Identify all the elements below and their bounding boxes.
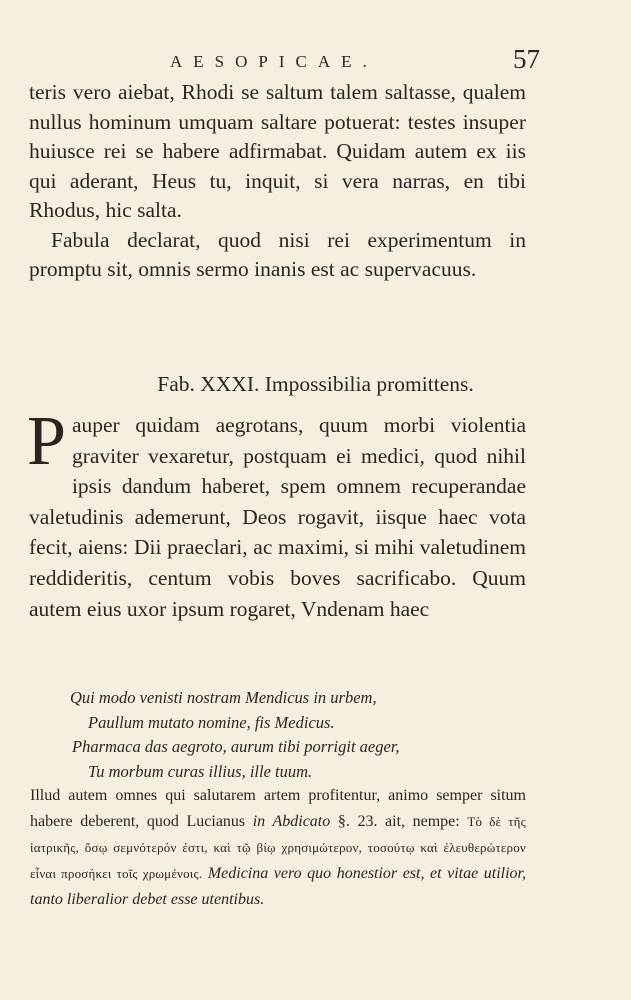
verse-line: Qui modo venisti nostram Mendicus in urbem, bbox=[70, 688, 377, 707]
verse-quotation bbox=[70, 686, 510, 784]
fable-heading: Fab. XXXI. Impossibilia promittens. bbox=[157, 372, 474, 396]
verse-line: Pharmaca das aegroto, aurum tibi porrigit aeger, bbox=[72, 737, 400, 756]
latin-translation: Medicina vero quo honestior est, et vitae utilior, tanto liberalior debet esse utentibus. bbox=[30, 865, 526, 908]
running-title: AESOPICAE. bbox=[170, 52, 378, 71]
drop-cap: P bbox=[27, 403, 66, 480]
fable-body: auper quidam aegrotans, quum morbi violentia graviter vexaretur, postquam ei medici, quod nihil ipsis dandum haberet, spem omnem recuperandae valetudinis ademerunt, Deos rogavit, iisque haec vota fecit, aiens: Dii praeclari, ac maximi, si mihi valetudinem reddideritis, centum vobis boves sacrificabo. Quum autem eius uxor ipsum rogaret, Vndenam haec bbox=[29, 413, 526, 621]
fable-text bbox=[27, 403, 526, 624]
paragraph-1: teris vero aiebat, Rhodi se saltum talem saltasse, qualem nullus hominum umquam saltare potuerat: testes insuper huiusce rei se habere adfirmabat. Quidam autem ex iis qui aderant, Heus tu, inquit, si vera narras, en tibi Rhodus, hic salta. bbox=[29, 80, 526, 222]
verse-line: Paullum mutato nomine, fis Medicus. bbox=[88, 712, 335, 732]
greek-quotation: Τὸ δὲ τῆς ἰατρικῆς, ὅσῳ σεμνότερόν ἐστι, καὶ τῷ βίῳ χρησιμώτερον, τοσούτῳ καὶ ἐλευθερώτερον εἶναι προσήκει τοῖς χρωμένοις. bbox=[30, 814, 526, 881]
note-reference: in Abdicato bbox=[252, 813, 331, 830]
page-number: 57 bbox=[513, 44, 540, 74]
note-section: §. 23. ait, nempe: bbox=[337, 813, 460, 830]
note-intro: Illud autem omnes qui salutarem artem profitentur, animo semper situm habere deberent, quod Lucianus bbox=[30, 787, 526, 830]
paragraph-moral: Fabula declarat, quod nisi rei experimentum in promptu sit, omnis sermo inanis est ac supervacuus. bbox=[29, 227, 526, 281]
main-text bbox=[29, 78, 526, 285]
verse-line: Tu morbum curas illius, ille tuum. bbox=[88, 761, 313, 781]
footnote bbox=[30, 783, 526, 913]
